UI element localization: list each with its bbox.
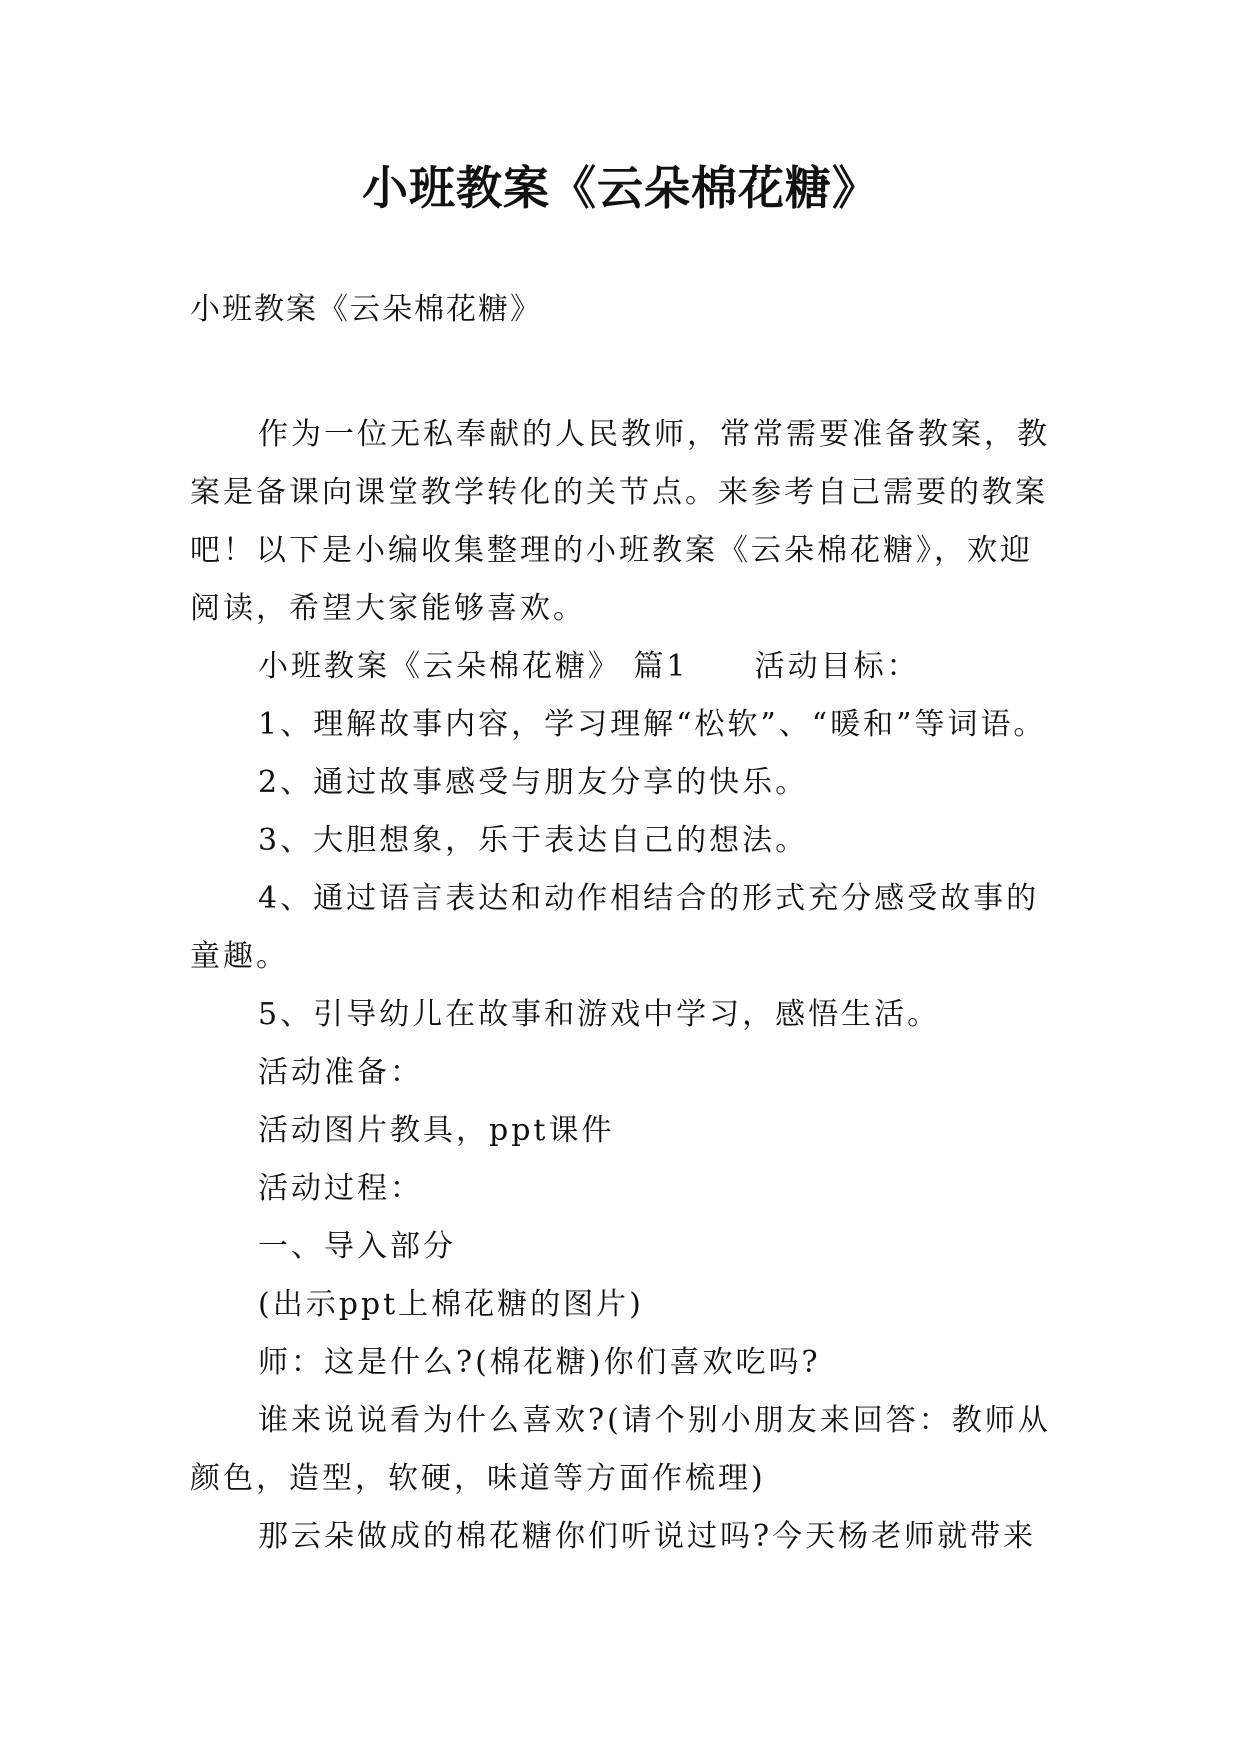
paragraph-preparation: 活动图片教具，ppt课件 (258, 1113, 615, 1148)
paragraph-show-ppt: (出示ppt上棉花糖的图片) (258, 1287, 644, 1322)
paragraph-intro-section: 一、导入部分 (258, 1229, 456, 1264)
paragraph-goal-5: 5、引导幼儿在故事和游戏中学习，感悟生活。 (258, 997, 941, 1032)
paragraph-goal-3: 3、大胆想象，乐于表达自己的想法。 (258, 823, 809, 858)
paragraph-section-heading: 小班教案《云朵棉花糖》 篇1 活动目标： (258, 649, 920, 684)
paragraph-why-like: 谁来说说看为什么喜欢?(请个别小朋友来回答：教师从颜色，造型，软硬，味道等方面作梳理) (190, 1403, 1051, 1496)
document-title: 小班教案《云朵棉花糖》 (362, 161, 879, 215)
document-body (190, 406, 1060, 1566)
paragraph-goal-1: 1、理解故事内容，学习理解“松软”、“暖和”等词语。 (258, 707, 1047, 742)
paragraph-intro: 作为一位无私奉献的人民教师，常常需要准备教案，教案是备课向课堂教学转化的关节点。来参考自己需要的教案吧！以下是小编收集整理的小班教案《云朵棉花糖》，欢迎阅读，希望大家能够喜欢。 (190, 417, 1050, 626)
paragraph-teacher-question: 师：这是什么?(棉花糖)你们喜欢吃吗? (258, 1345, 821, 1380)
paragraph-cloud-candy: 那云朵做成的棉花糖你们听说过吗?今天杨老师就带来 (258, 1519, 1037, 1554)
document-subtitle: 小班教案《云朵棉花糖》 (190, 292, 542, 327)
paragraph-process-heading: 活动过程： (258, 1171, 423, 1206)
paragraph-preparation-heading: 活动准备： (258, 1055, 423, 1090)
paragraph-goal-4: 4、通过语言表达和动作相结合的形式充分感受故事的童趣。 (190, 881, 1040, 974)
paragraph-goal-2: 2、通过故事感受与朋友分享的快乐。 (258, 765, 809, 800)
